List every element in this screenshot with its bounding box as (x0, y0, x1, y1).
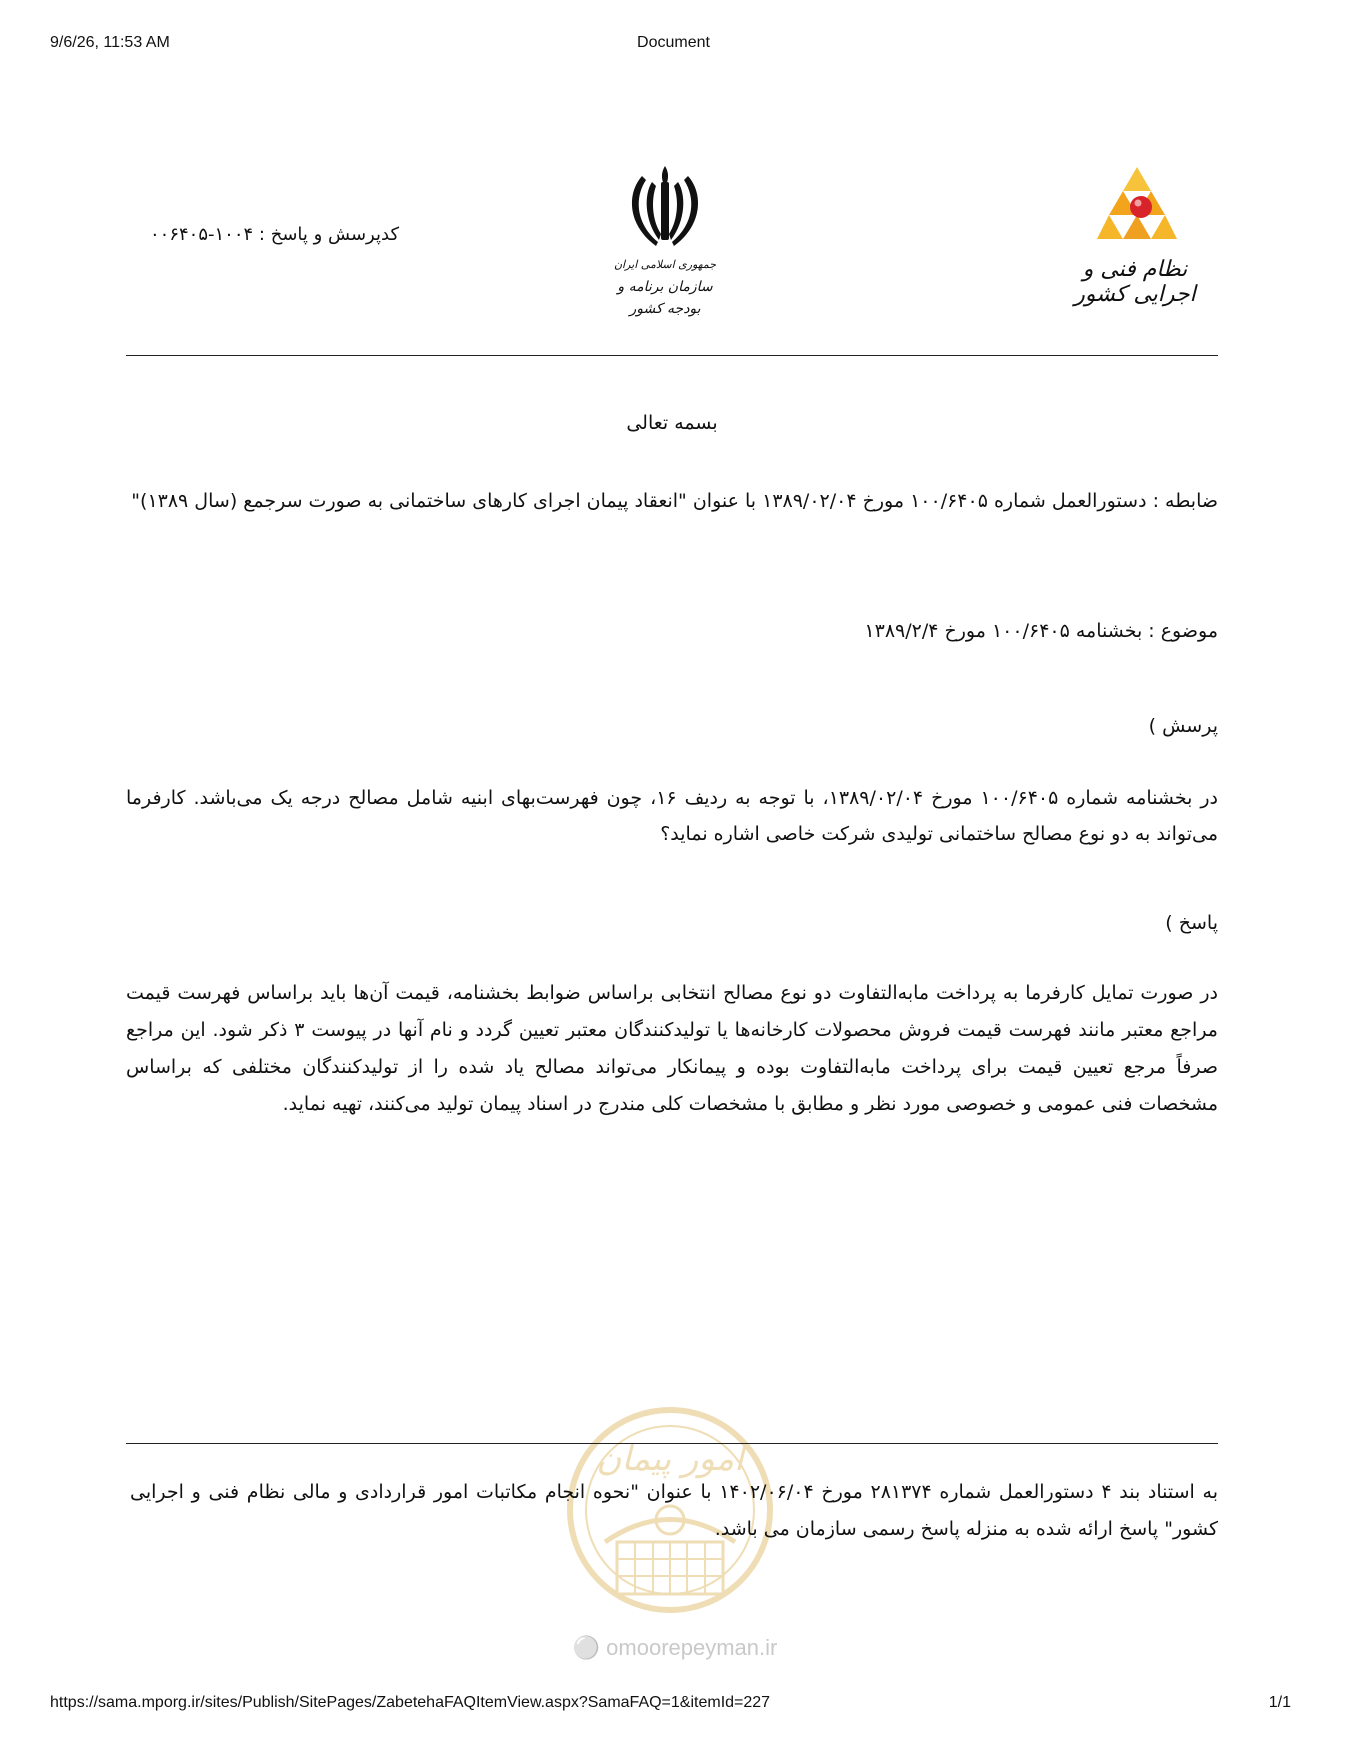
subject-text: موضوع : بخشنامه ۱۰۰/۶۴۰۵ مورخ ۱۳۸۹/۲/۴ (864, 620, 1218, 642)
iran-emblem-icon (622, 160, 708, 252)
emblem-line1: جمهوری اسلامی ایران (613, 258, 717, 271)
nezam-fanni-logo (1055, 165, 1215, 305)
question-label: پرسش ) (1148, 715, 1218, 737)
watermark-site: ⚪ omoorepeyman.ir (572, 1635, 778, 1660)
emblem-line2: سازمان برنامه و بودجه کشور (617, 279, 713, 317)
watermark-site-text: omoorepeyman.ir (606, 1635, 778, 1660)
print-page-number: 1/1 (1268, 1694, 1291, 1711)
nezam-logo-text: نظام فنی و اجرایی کشور (1074, 257, 1196, 307)
answer-text: در صورت تمایل کارفرما به پرداخت مابه‌التفاوت دو نوع مصالح انتخابی براساس ضوابط بخشنامه، قیمت آن‌ها باید براساس فهرست قیمت مراجع معتبر مانند فهرست قیمت فروش محصولات کارخانه‌ها یا تولیدکنندگان معتبر تعیین گردد و نام آنها در پیوست ۳ ذکر شود. این مراجع صرفاً مرجع تعیین قیمت برای پرداخت مابه‌التفاوت بوده و پیمانکار می‌تواند مصالح یاد شده را از تولیدکنندگان مختلفی که براساس مشخصات فنی عمومی و خصوصی مورد نظر و مطابق با مشخصات کلی مندرج در اسناد پیمان تولید می‌کنند، تهیه نماید. (126, 982, 1218, 1115)
answer-label: پاسخ ) (1165, 912, 1218, 934)
header-divider (126, 355, 1218, 356)
nezam-cube-icon (1097, 165, 1177, 247)
watermark-text: امور پیمان (596, 1439, 744, 1479)
print-url: https://sama.mporg.ir/sites/Publish/SitePages/ZabetehaFAQItemView.aspx?SamaFAQ=1&itemId=227 (50, 1694, 771, 1711)
iran-emblem-logo (600, 160, 730, 317)
footer-divider (126, 1443, 1218, 1444)
emblem-caption (600, 254, 730, 320)
footer-note: به استناد بند ۴ دستورالعمل شماره ۲۸۱۳۷۴ مورخ ۱۴۰۲/۰۶/۰۴ با عنوان "نحوه انجام مکاتبات امور قراردادی و مالی نظام فنی و اجرایی کشور" پاسخ ارائه شده به منزله پاسخ رسمی سازمان می باشد. (130, 1481, 1218, 1540)
doc-code: کدپرسش و پاسخ : ۱۰۰۴-۰۰۶۴۰۵ (150, 224, 400, 245)
print-title: Document (637, 34, 710, 51)
print-datetime: 9/6/26, 11:53 AM (50, 34, 170, 51)
criterion-text: ضابطه : دستورالعمل شماره ۱۰۰/۶۴۰۵ مورخ ۱۳۸۹/۰۲/۰۴ با عنوان "انعقاد پیمان اجرای کارهای ساختمانی به صورت سرجمع (سال ۱۳۸۹)" (131, 490, 1218, 512)
bismillah: بسمه تعالی (626, 412, 718, 434)
question-text: در بخشنامه شماره ۱۰۰/۶۴۰۵ مورخ ۱۳۸۹/۰۲/۰۴، با توجه به ردیف ۱۶، چون فهرست‌بهای ابنیه شامل مصالح درجه یک می‌باشد. کارفرما می‌تواند به دو نوع مصالح ساختمانی تولیدی شرکت خاصی اشاره نماید؟ (126, 787, 1219, 845)
